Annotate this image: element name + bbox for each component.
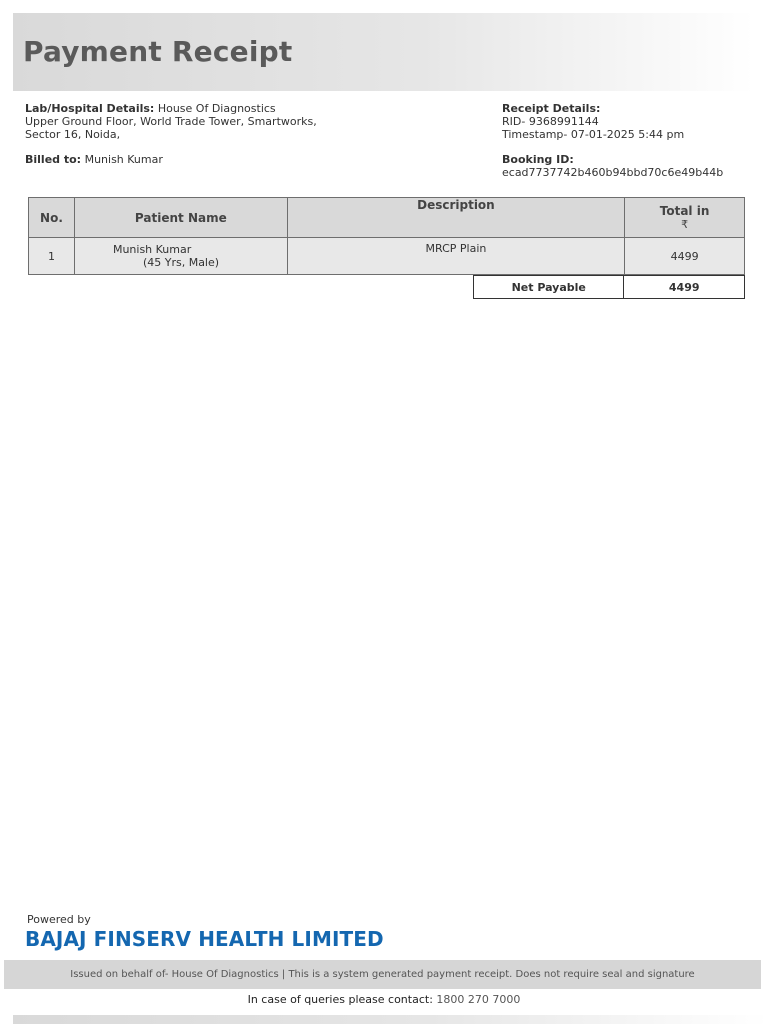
- table-header-row: [29, 198, 745, 238]
- booking-label: Booking ID:: [502, 153, 574, 166]
- receipt-details: [502, 102, 752, 179]
- lab-name: House Of Diagnostics: [157, 102, 276, 115]
- lab-details: [25, 102, 465, 166]
- net-payable-table: [473, 275, 745, 299]
- receipt-rid: RID- 9368991144: [502, 115, 599, 128]
- booking-id: ecad7737742b460b94bbd70c6e49b44b: [502, 166, 724, 179]
- total-label: Total in: [659, 204, 710, 218]
- disclaimer-text: Issued on behalf of- House Of Diagnostics | This is a system generated payment receipt. Does not require seal and signature: [70, 969, 695, 980]
- header-banner: [13, 13, 755, 91]
- row-patient: [74, 238, 287, 275]
- contact-line: [0, 993, 768, 1006]
- lab-address-line2: Sector 16, Noida,: [25, 128, 121, 141]
- row-total: 4499: [625, 238, 745, 275]
- page-title: Payment Receipt: [23, 35, 293, 68]
- net-payable-value: 4499: [624, 276, 745, 299]
- contact-number: 1800 270 7000: [436, 993, 521, 1006]
- lab-address-line1: Upper Ground Floor, World Trade Tower, Smartworks,: [25, 115, 317, 128]
- powered-by: Powered by: [27, 913, 91, 926]
- patient-info: (45 Yrs, Male): [142, 256, 220, 269]
- lab-label: Lab/Hospital Details:: [25, 102, 155, 115]
- brand-name: BAJAJ FINSERV HEALTH LIMITED: [25, 927, 384, 951]
- col-total-header: [625, 198, 745, 238]
- billed-name: Munish Kumar: [84, 153, 163, 166]
- col-no-header: No.: [29, 198, 75, 238]
- disclaimer-bar: [4, 960, 761, 989]
- patient-name: Munish Kumar: [112, 243, 192, 256]
- billed-label: Billed to:: [25, 153, 82, 166]
- billed-to: [25, 153, 465, 166]
- contact-label: In case of queries please contact:: [247, 993, 433, 1006]
- row-description: [287, 238, 624, 275]
- col-description-header: Description: [287, 198, 624, 238]
- row-no: 1: [29, 238, 75, 275]
- table-row: [29, 238, 745, 275]
- col-patient-header: Patient Name: [74, 198, 287, 238]
- net-payable-label: Net Payable: [474, 276, 624, 299]
- bottom-banner: [13, 1015, 768, 1024]
- receipt-timestamp: Timestamp- 07-01-2025 5:44 pm: [502, 128, 685, 141]
- rupee-icon: ₹: [681, 218, 689, 231]
- receipt-label: Receipt Details:: [502, 102, 601, 115]
- description-text: MRCP Plain: [425, 242, 487, 255]
- items-table: [28, 197, 745, 275]
